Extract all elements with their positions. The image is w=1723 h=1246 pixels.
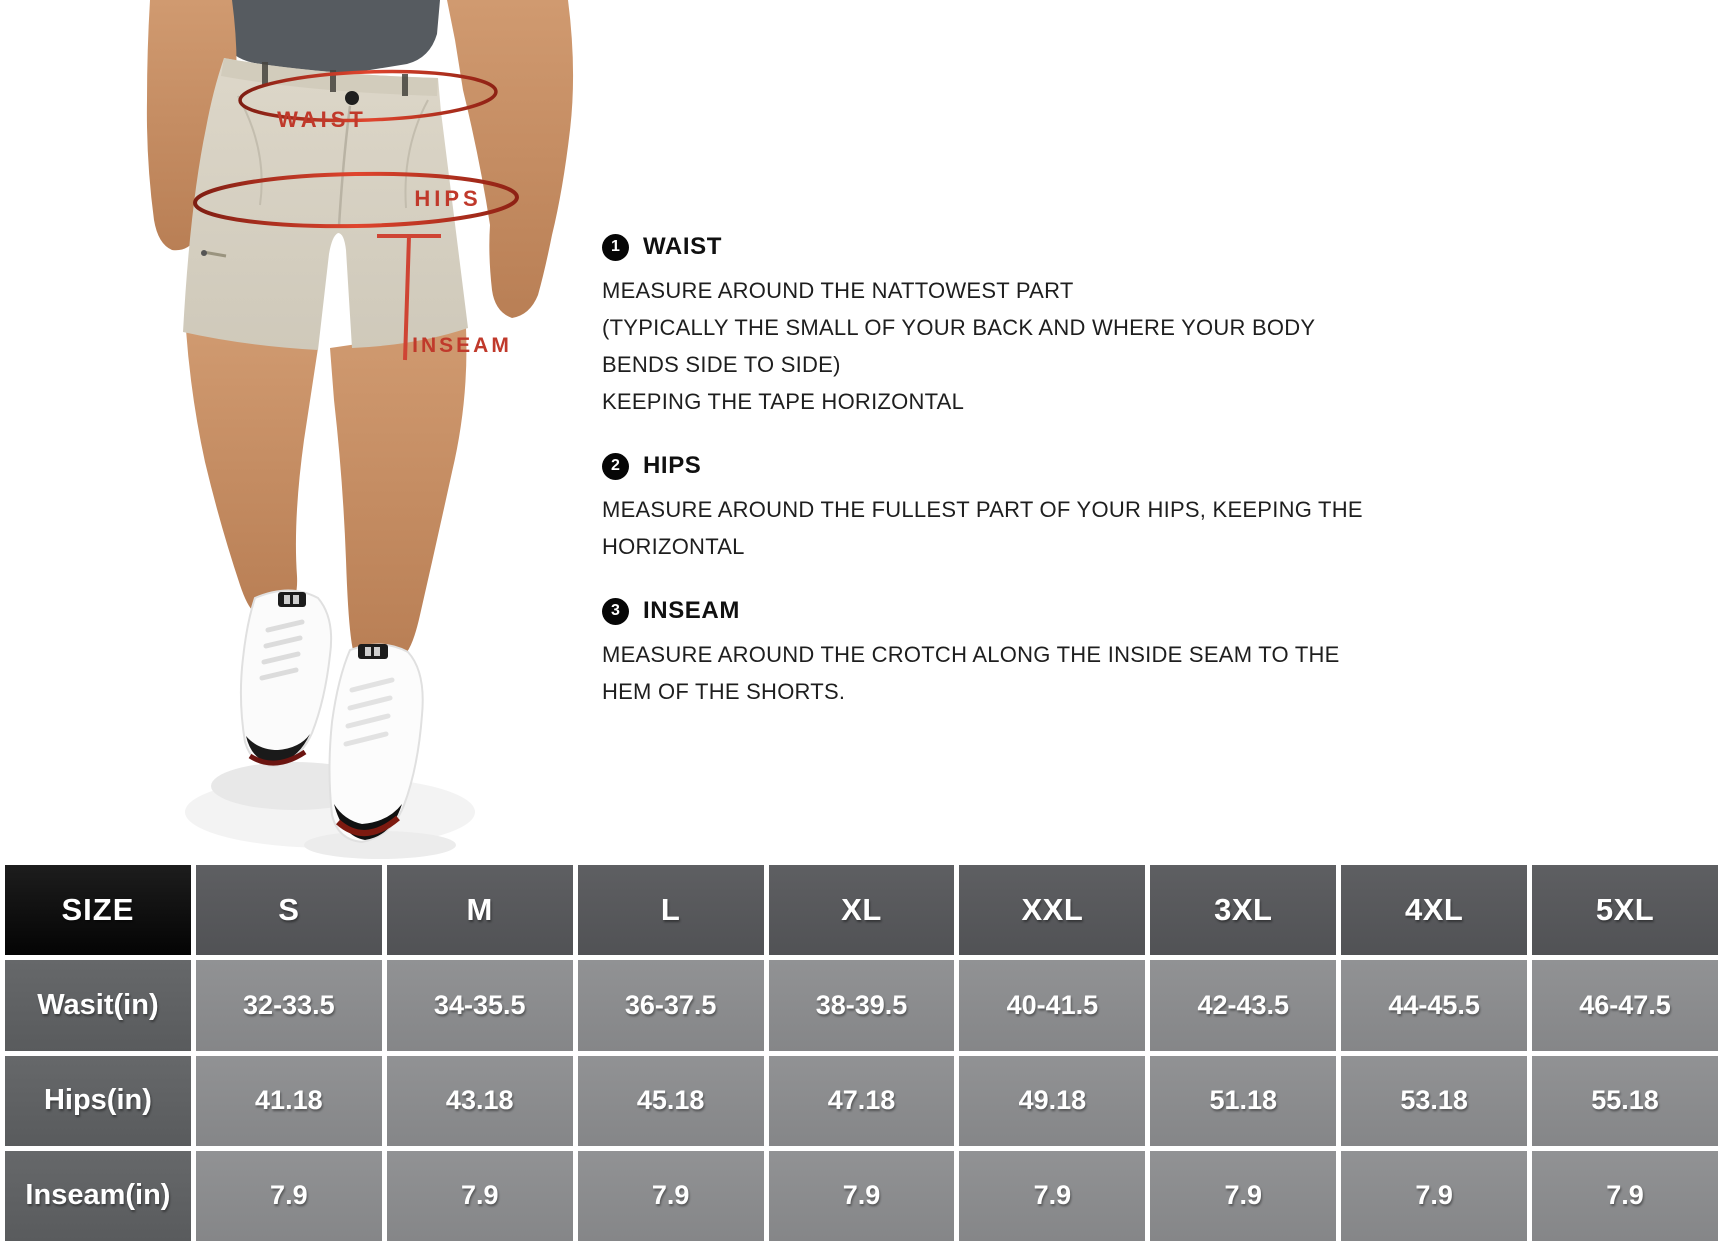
hips-value: 55.18 <box>1532 1056 1718 1146</box>
shoe-collar <box>358 644 388 659</box>
hips-value: 43.18 <box>387 1056 573 1146</box>
waist-value: 42-43.5 <box>1150 960 1336 1050</box>
size-chart-table <box>0 861 1723 1246</box>
right-leg <box>330 328 466 658</box>
waist-value: 32-33.5 <box>196 960 382 1050</box>
shirt-shape <box>218 0 440 73</box>
instruction-heading <box>602 449 1717 483</box>
instruction-line: KEEPING THE TAPE HORIZONTAL <box>602 389 965 414</box>
inseam-value: 7.9 <box>769 1151 955 1241</box>
instruction-title: HIPS <box>643 452 702 479</box>
size-table-corner: SIZE <box>5 865 191 955</box>
inseam-value: 7.9 <box>959 1151 1145 1241</box>
shoe-collar-tab <box>365 647 371 656</box>
inseam-value: 7.9 <box>387 1151 573 1241</box>
left-leg <box>186 330 318 612</box>
shoe-collar-tab <box>374 647 380 656</box>
size-column-header-3xl: 3XL <box>1150 865 1336 955</box>
shoe-collar-tab <box>293 595 299 604</box>
shoe-collar-tab <box>284 595 290 604</box>
row-label-hips: Hips(in) <box>5 1056 191 1146</box>
inseam-annotation-label: INSEAM <box>412 334 512 357</box>
inseam-value: 7.9 <box>578 1151 764 1241</box>
instruction-hips <box>602 449 1717 565</box>
shorts-button <box>345 91 359 105</box>
instruction-line: BENDS SIDE TO SIDE) <box>602 352 841 377</box>
instruction-line: HORIZONTAL <box>602 534 745 559</box>
size-column-header-4xl: 4XL <box>1341 865 1527 955</box>
inseam-value: 7.9 <box>1150 1151 1336 1241</box>
step-2-badge: 2 <box>602 453 629 480</box>
size-column-header-s: S <box>196 865 382 955</box>
instruction-title: INSEAM <box>643 597 740 624</box>
waist-annotation-label: WAIST <box>277 107 367 132</box>
waist-value: 46-47.5 <box>1532 960 1718 1050</box>
hips-value: 45.18 <box>578 1056 764 1146</box>
hips-annotation-label: HIPS <box>414 186 482 211</box>
instruction-line: HEM OF THE SHORTS. <box>602 679 846 704</box>
instruction-line: MEASURE AROUND THE NATTOWEST PART <box>602 278 1074 303</box>
hips-value: 51.18 <box>1150 1056 1336 1146</box>
zip-pull <box>201 250 207 256</box>
instruction-line: MEASURE AROUND THE CROTCH ALONG THE INSIDE SEAM TO THE <box>602 642 1340 667</box>
size-column-header-5xl: 5XL <box>1532 865 1718 955</box>
size-column-header-xl: XL <box>769 865 955 955</box>
step-1-badge: 1 <box>602 234 629 261</box>
waist-value: 38-39.5 <box>769 960 955 1050</box>
size-column-header-l: L <box>578 865 764 955</box>
waist-value: 44-45.5 <box>1341 960 1527 1050</box>
waist-value: 36-37.5 <box>578 960 764 1050</box>
shoe-collar <box>278 592 306 607</box>
instruction-heading <box>602 230 1717 264</box>
instruction-inseam <box>602 594 1717 710</box>
instruction-waist <box>602 230 1717 420</box>
size-column-header-m: M <box>387 865 573 955</box>
belt-loop <box>262 62 268 86</box>
hips-value: 41.18 <box>196 1056 382 1146</box>
measuring-instructions <box>602 230 1717 739</box>
hips-value: 49.18 <box>959 1056 1145 1146</box>
size-column-header-xxl: XXL <box>959 865 1145 955</box>
row-label-inseam: Inseam(in) <box>5 1151 191 1241</box>
inseam-value: 7.9 <box>1341 1151 1527 1241</box>
waist-value: 40-41.5 <box>959 960 1145 1050</box>
hips-value: 47.18 <box>769 1056 955 1146</box>
inseam-value: 7.9 <box>1532 1151 1718 1241</box>
inseam-value: 7.9 <box>196 1151 382 1241</box>
right-arm <box>447 0 573 318</box>
instruction-line: (TYPICALLY THE SMALL OF YOUR BACK AND WHERE YOUR BODY <box>602 315 1316 340</box>
waist-value: 34-35.5 <box>387 960 573 1050</box>
step-3-badge: 3 <box>602 598 629 625</box>
instruction-heading <box>602 594 1717 628</box>
instruction-line: MEASURE AROUND THE FULLEST PART OF YOUR HIPS, KEEPING THE <box>602 497 1363 522</box>
hips-value: 53.18 <box>1341 1056 1527 1146</box>
model-photo <box>0 0 600 860</box>
row-label-waist: Wasit(in) <box>5 960 191 1050</box>
belt-loop <box>402 74 408 96</box>
instruction-title: WAIST <box>643 233 722 260</box>
left-shoe <box>241 591 331 767</box>
